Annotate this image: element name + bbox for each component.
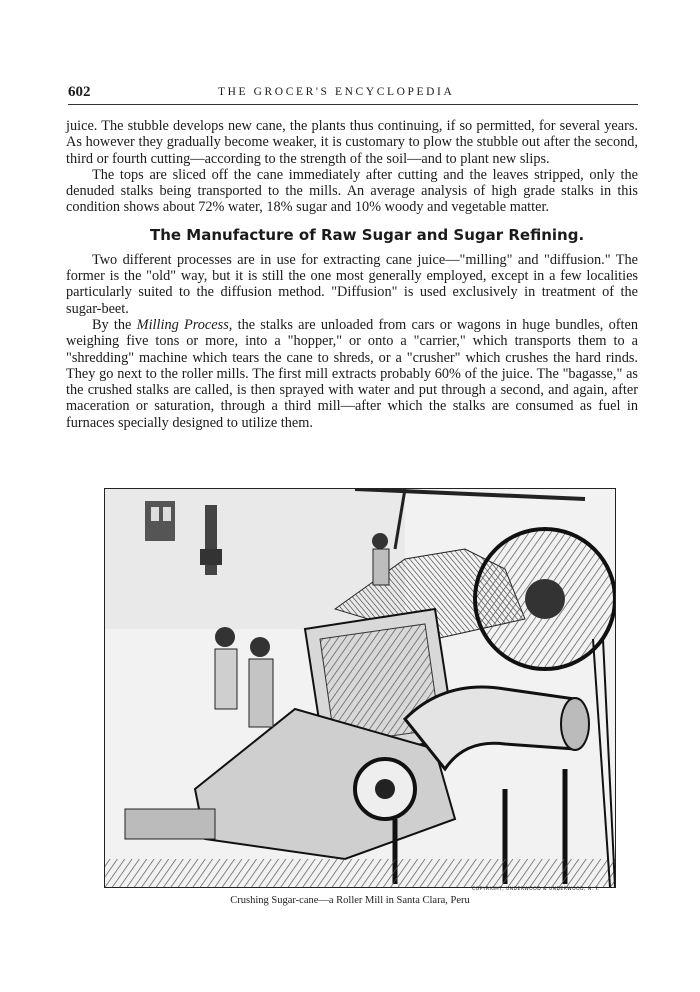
roller-mill-illustration <box>105 489 615 887</box>
milling-rest: the stalks are unloaded from cars or wagons in huge bundles, often weighing five tons or more, into a "hopper," or onto a "carrier," which transports them to a "shredding" machine which tears the cane to shreds, or a "crusher" which crushes the hard rinds. They go next to the roller mills. The first mill extracts probably 60% of the juice. The "bagasse," as the crushed stalks are called, is then sprayed with water and put through a second, and again, after maceration or saturation, through a third mill—after which the stalks are consumed as fuel in furnaces specially designed to utilize them. <box>66 316 638 431</box>
body-text <box>66 118 638 431</box>
paragraph-milling <box>66 317 638 431</box>
header-rule <box>68 104 638 105</box>
paragraph-tops: The tops are sliced off the cane immediately after cutting and the leaves stripped, only the denuded stalks being transported to the mills. An average analysis of high grade stalks in this condition shows about 72% water, 18% sugar and 10% woody and vegetable matter. <box>66 166 638 216</box>
paragraph-continuation: juice. The stubble develops new cane, the plants thus continuing, if so permitted, for several years. As however they gradually become weaker, it is customary to plow the stubble out after the second, third or fourth cutting—according to the strength of the soil—and to plant new slips. <box>66 118 638 167</box>
milling-lead: By the <box>92 316 132 333</box>
photo-credit: COPYRIGHT, UNDERWOOD & UNDERWOOD, N. Y. <box>472 887 600 892</box>
figure-caption: Crushing Sugar-cane—a Roller Mill in Santa Clara, Peru <box>230 895 470 906</box>
paragraph-processes: Two different processes are in use for extracting cane juice—"milling" and "diffusion." The former is the "old" way, but it is still the one most generally employed, except in a few localities particularly suited to the diffusion method. "Diffusion" is used exclusively in treatment of the sugar-beet. <box>66 251 638 317</box>
milling-process-term: Milling Process, <box>136 316 233 333</box>
roller-mill-photograph <box>104 488 616 888</box>
page-number: 602 <box>68 84 91 100</box>
running-title: THE GROCER'S ENCYCLOPEDIA <box>218 86 455 98</box>
section-heading: The Manufacture of Raw Sugar and Sugar Refining. <box>150 225 585 244</box>
